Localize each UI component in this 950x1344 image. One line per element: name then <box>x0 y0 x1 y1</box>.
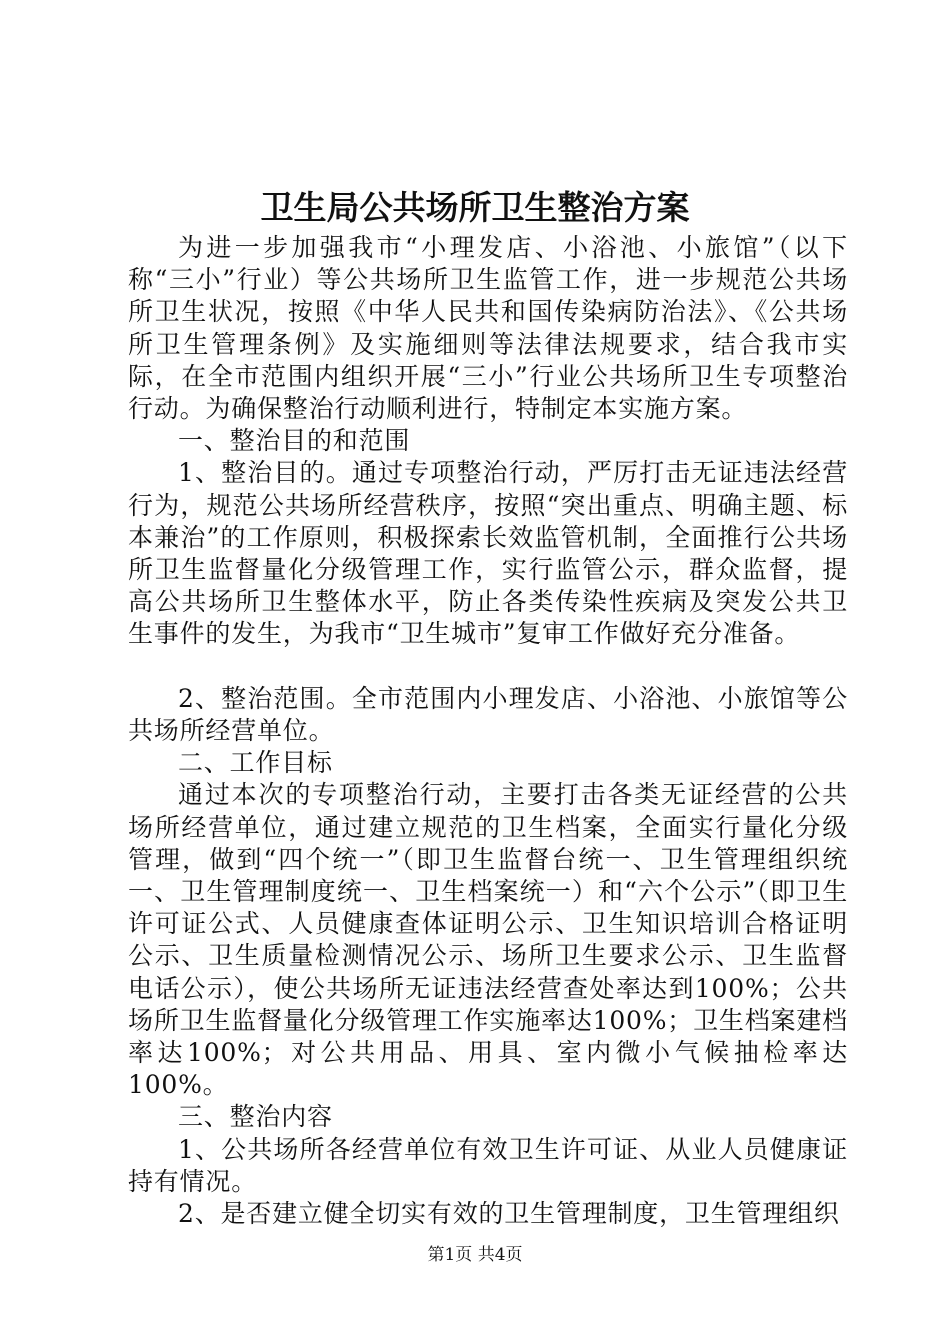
paragraph-goal: 1、整治目的。通过专项整治行动，严厉打击无证违法经营行为，规范公共场所经营秩序，按照“突出重点、明确主题、标本兼治”的工作原则，积极探索长效监管机制，全面推行公共场所卫生监督量化分级管理工作，实行监管公示，群众监督，提高公共场所卫生整体水平，防止各类传染性疾病及突发公共卫生事件的发生，为我市“卫生城市”复审工作做好充分准备。 <box>128 458 848 649</box>
document-title: 卫生局公共场所卫生整治方案 <box>260 188 690 227</box>
section-heading-3: 三、整治内容 <box>178 1102 333 1132</box>
intro-paragraph: 为进一步加强我市“小理发店、小浴池、小旅馆”（以下称“三小”行业）等公共场所卫生监管工作，进一步规范公共场所卫生状况，按照《中华人民共和国传染病防治法》、《公共场所卫生管理条例》及实施细则等法律法规要求，结合我市实际，在全市范围内组织开展“三小”行业公共场所卫生专项整治行动。为确保整治行动顺利进行，特制定本实施方案。 <box>128 233 848 424</box>
paragraph-targets: 通过本次的专项整治行动，主要打击各类无证经营的公共场所经营单位，通过建立规范的卫生档案，全面实行量化分级管理，做到“四个统一”（即卫生监督台统一、卫生管理组织统一、卫生管理制度统一、卫生档案统一）和“六个公示”（即卫生许可证公式、人员健康查体证明公示、卫生知识培训合格证明公示、卫生质量检测情况公示、场所卫生要求公示、卫生监督电话公示），使公共场所无证违法经营查处率达到100%；公共场所卫生监督量化分级管理工作实施率达100%；卫生档案建档率达100%；对公共用品、用具、室内微小气候抽检率达100%。 <box>128 780 848 1100</box>
paragraph-content-2: 2、是否建立健全切实有效的卫生管理制度，卫生管理组织 <box>178 1199 840 1229</box>
document-body <box>128 232 848 1230</box>
paragraph-content-1: 1、公共场所各经营单位有效卫生许可证、从业人员健康证持有情况。 <box>128 1134 848 1196</box>
section-heading-2: 二、工作目标 <box>178 748 333 778</box>
paragraph-scope: 2、整治范围。全市范围内小理发店、小浴池、小旅馆等公共场所经营单位。 <box>128 683 848 746</box>
section-heading-1: 一、整治目的和范围 <box>178 426 411 456</box>
page-footer: 第1页 共4页 <box>427 1245 523 1265</box>
